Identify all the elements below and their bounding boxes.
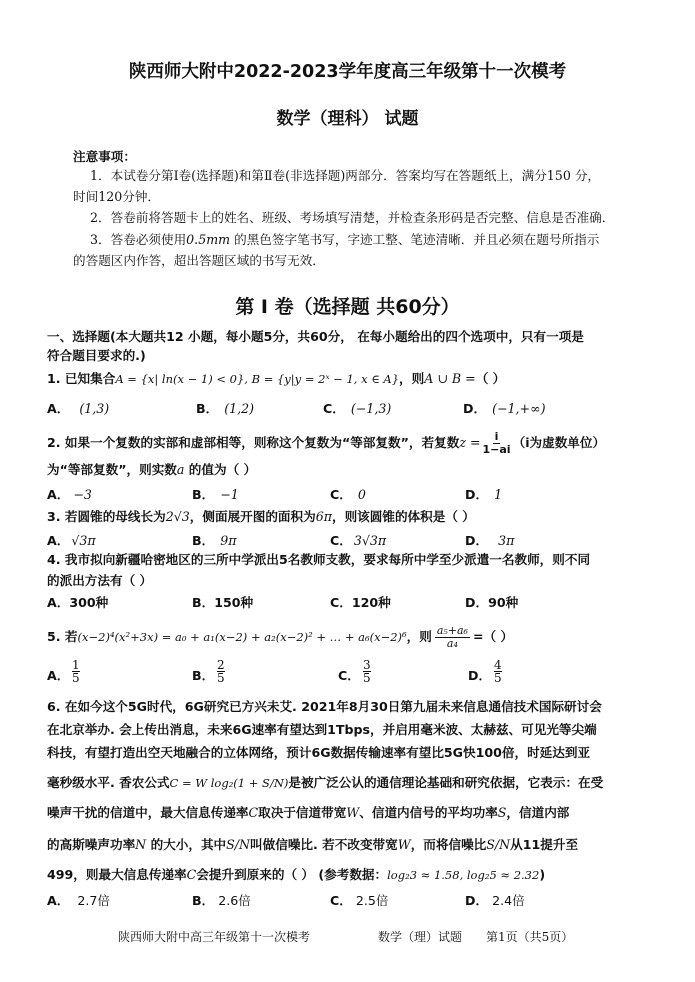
q6-option-a-value: 2.7倍 [77,893,110,908]
q6-option-c-label: C． [330,893,352,908]
q5-fraction [435,625,470,650]
q5-option-b-fraction [217,659,225,684]
q3-text-b: ，侧面展开图的面积为 [189,509,316,524]
q1-option-c-label: C． [323,401,345,416]
q6-option-a-label: A． [47,893,70,908]
q2-text-b: （i为虚数单位） [512,435,606,451]
q2-option-c-label: C． [330,487,352,502]
q2-option-b-label: B． [192,487,215,502]
q5-option-d-num: 4 [494,658,502,672]
q3-option-d-label: D． [465,533,489,548]
q5-option-a-num: 1 [72,658,80,672]
q5-option-a-label: A． [47,668,70,683]
notice-item-3-text-a: 3．答卷必须使用 [90,232,187,247]
footer-subject: 数学（理）试题 [378,930,463,944]
q6-reference-data: log₂3 ≈ 1.58, log₂5 ≈ 2.32 [387,868,540,882]
q5-text-b: ，则 [406,629,432,645]
q6-line5-W: W [346,805,360,820]
notice-item-3-math: 0.5mm [186,232,231,247]
q1-option-c-value: (−1,3) [350,401,392,416]
q2-option-c-value: 0 [357,487,366,502]
q5-option-d-fraction [494,659,502,684]
q4-option-c[interactable] [330,592,391,611]
question-4-line-1: 4. 我市拟向新疆哈密地区的三所中学派出5名教师支教，要求每所中学至少派遣一名教师，则不同 [47,552,591,567]
q5-option-b-den: 5 [217,671,225,685]
q6-line5-S: S [497,805,507,820]
q6-option-c[interactable] [330,890,388,909]
q3-option-a-value: √3π [71,533,96,548]
q6-line7-a: 499，则最大信息传递率 [47,867,187,882]
q6-line5-c: 、信道内信号的平均功率 [359,805,498,820]
q4-option-a-label: A． [47,595,70,610]
q4-option-b[interactable] [192,592,253,611]
q5-option-b[interactable] [192,665,214,684]
q6-line5-a: 噪声干扰的信道中，最大信息传递率 [47,805,249,820]
question-6-line-2: 在北京举办. 会上传出消息，未来6G速率有望达到1Tbps，并启用毫米波、太赫兹、可见光等尖端 [47,722,597,737]
q6-line7-c: ) [539,867,546,882]
q6-option-b[interactable] [192,890,251,909]
q6-line6-snr-2: S/N [486,837,511,852]
q1-text-a: 1. 已知集合 [47,371,116,386]
q3-option-b[interactable] [192,530,237,549]
q5-option-c-den: 5 [363,671,371,685]
q6-line6-b: 的大小，其中 [146,837,227,852]
notice-heading: 注意事项： [73,149,136,164]
section-title: 第 Ⅰ 卷（选择题 共60分） [235,296,460,318]
q6-option-d-label: D． [465,893,489,908]
q3-option-c[interactable] [330,530,386,549]
question-6-line-1: 6. 在如今这个5G时代，6G研究已方兴未艾. 2021年8月30日第九届未来信息通信技术国际研讨会 [47,699,602,714]
q3-option-d[interactable] [465,530,514,549]
q6-option-b-label: B． [192,893,215,908]
q1-option-b-value: (1,2) [224,401,255,416]
notice-item-2: 2．答卷前将答题卡上的姓名、班级、考场填写清楚，并检查条形码是否完整、信息是否准确． [90,210,615,225]
notice-item-3-line-2: 的答题区内作答，超出答题区域的书写无效． [73,253,325,268]
q3-text-a: 3. 若圆锥的母线长为 [47,509,166,524]
q1-option-a[interactable] [47,398,109,417]
q2-option-b-value: −1 [220,487,239,502]
q4-option-c-value: 120种 [351,595,391,610]
question-6-line-3: 科技，有望打造出空天地融合的立体网络，预计6G数据传输速率有望比5G快100倍，时延达到亚 [47,745,591,760]
question-3-stem [47,506,475,525]
q2-option-a[interactable] [47,484,92,503]
q1-option-c[interactable] [323,398,391,417]
q3-text-c: ，则该圆锥的体积是（ ） [331,509,475,524]
q5-fraction-num: a₅+a₆ [436,624,468,637]
q5-text-c: =（ ） [472,629,514,645]
footer-page-number: 第1页（共5页） [486,930,574,944]
question-6-line-6 [47,834,578,853]
q1-math-union: A ∪ B = [424,371,476,386]
question-5-stem [47,625,513,650]
notice-item-1-line-2: 时间120分钟． [73,189,161,204]
q4-option-d-value: 90种 [488,595,519,610]
q4-option-a-value: 300种 [69,595,109,610]
q1-option-d-label: D． [463,401,487,416]
q6-line5-C: C [248,805,259,820]
q1-option-b[interactable] [196,398,254,417]
question-2-stem [47,431,605,456]
q6-line7-b: 会提升到原来的（ ） (参考数据： [196,867,388,882]
q2-line2-b: 的值为（ ） [184,462,257,477]
q3-math-a: 2√3 [165,509,190,524]
q4-option-a[interactable] [47,592,108,611]
q5-option-a[interactable] [47,665,69,684]
q5-text-a: 5. 若 [47,629,78,645]
q6-line4-a: 毫秒级水平. 香农公式 [47,775,170,790]
q6-line5-d: ，信道内部 [506,805,570,820]
q2-option-d-value: 1 [494,487,503,502]
q6-line4-b: 是被广泛公认的通信理论基础和研究依据，它表示：在受 [288,775,604,790]
q3-option-a-label: A． [47,533,70,548]
q6-line6-W: W [397,837,411,852]
q1-option-a-value: (1,3) [79,401,110,416]
q4-option-c-label: C． [330,595,352,610]
notice-item-3-line-1 [90,229,599,248]
q2-option-a-value: −3 [73,487,92,502]
q5-option-c-num: 3 [363,658,371,672]
q1-option-b-label: B． [196,401,219,416]
q6-option-a[interactable] [47,890,110,909]
q2-fraction [483,431,511,456]
q2-option-c[interactable] [330,484,366,503]
q5-option-c[interactable] [338,665,360,684]
q5-option-a-den: 5 [72,671,80,685]
q5-fraction-den: a₄ [446,637,458,651]
q6-line6-e: 从11提升至 [510,837,579,852]
q6-line6-c: 叫做信噪比. 若不改变带宽 [250,837,398,852]
q5-option-c-label: C． [338,668,360,683]
q6-shannon-formula: C = W log₂(1 + S/N) [169,776,289,790]
question-6-line-4 [47,772,603,791]
q3-math-b: 6π [315,509,332,524]
q2-option-d[interactable] [465,484,502,503]
q5-option-d[interactable] [468,665,491,684]
q2-math-a: a [176,462,185,477]
q6-line7-C: C [186,867,197,882]
footer-school: 陕西师大附中高三年级第十一次模考 [118,930,311,944]
q6-option-d[interactable] [465,890,525,909]
question-2-line-2 [47,459,256,478]
q6-option-c-value: 2.5倍 [355,893,389,908]
q5-option-d-label: D． [468,668,492,683]
q6-line6-N: N [135,837,147,852]
question-6-line-7 [47,864,545,883]
q2-fraction-den: 1−ai [482,443,511,457]
q1-text-b: ，则 [399,371,425,386]
exam-subtitle: 数学（理科） 试题 [276,109,419,129]
q2-option-b[interactable] [192,484,239,503]
q1-text-c: （ ） [475,371,506,386]
q5-option-b-label: B． [192,668,215,683]
q2-math-z: z = [459,435,481,451]
q2-text-a: 2. 如果一个复数的实部和虚部相等，则称这个复数为“等部复数”，若复数 [47,435,460,451]
question-4-line-2: 的派出方法有（ ） [47,573,153,588]
q2-option-d-label: D． [465,487,489,502]
q5-math-expansion: (x−2)⁴(x²+3x) = a₀ + a₁(x−2) + a₂(x−2)² + … + a₆(x−2)⁶ [77,630,407,645]
q3-option-b-value: 9π [220,533,237,548]
q5-option-a-fraction [72,659,80,684]
notice-item-1-line-1: 1．本试卷分第Ⅰ卷(选择题)和第Ⅱ卷(非选择题)两部分．答案均写在答题纸上，满分150 分， [90,168,601,183]
question-6-line-5 [47,802,569,821]
q5-option-b-num: 2 [217,658,225,672]
section-instruction-line-2: 符合题目要求的.) [47,348,146,363]
q3-option-c-value: 3√3π [353,533,387,548]
section-instruction-line-1: 一、选择题(本大题共12 小题，每小题5分，共60分， 在每小题给出的四个选项中，只有一项是 [47,329,584,344]
question-1-stem [47,368,505,387]
q4-option-b-value: 150种 [214,595,254,610]
q1-option-d-value: (−1,+∞) [492,401,546,416]
q3-option-a[interactable] [47,530,96,549]
q6-line6-d: ，而将信噪比 [410,837,487,852]
q3-option-b-label: B． [192,533,215,548]
q6-line6-a: 的高斯噪声功率 [47,837,136,852]
q5-option-d-den: 5 [494,671,502,685]
exam-title: 陕西师大附中2022-2023学年度高三年级第十一次模考 [128,62,567,82]
q2-line2-a: 为“等部复数”，则实数 [47,462,177,477]
q3-option-d-value: 3π [498,533,515,548]
q4-option-b-label: B． [192,595,215,610]
q5-option-c-fraction [363,659,371,684]
q1-option-a-label: A． [47,401,70,416]
q4-option-d[interactable] [465,592,518,611]
q6-option-b-value: 2.6倍 [218,893,251,908]
notice-item-3-text-b: 的黑色签字笔书写，字迹工整、笔迹清晰．并且必须在题号所指示 [230,232,600,247]
q2-option-a-label: A． [47,487,70,502]
q1-option-d[interactable] [463,398,546,417]
q6-option-d-value: 2.4倍 [492,893,525,908]
q1-math-sets: A = {x| ln(x − 1) < 0}, B = {y|y = 2ˣ − 1, x ∈ A} [115,372,400,386]
q3-option-c-label: C． [330,533,352,548]
q6-line6-snr: S/N [226,837,251,852]
q2-fraction-num: i [494,430,499,443]
q6-line5-b: 取决于信道带宽 [258,805,347,820]
q4-option-d-label: D． [465,595,489,610]
